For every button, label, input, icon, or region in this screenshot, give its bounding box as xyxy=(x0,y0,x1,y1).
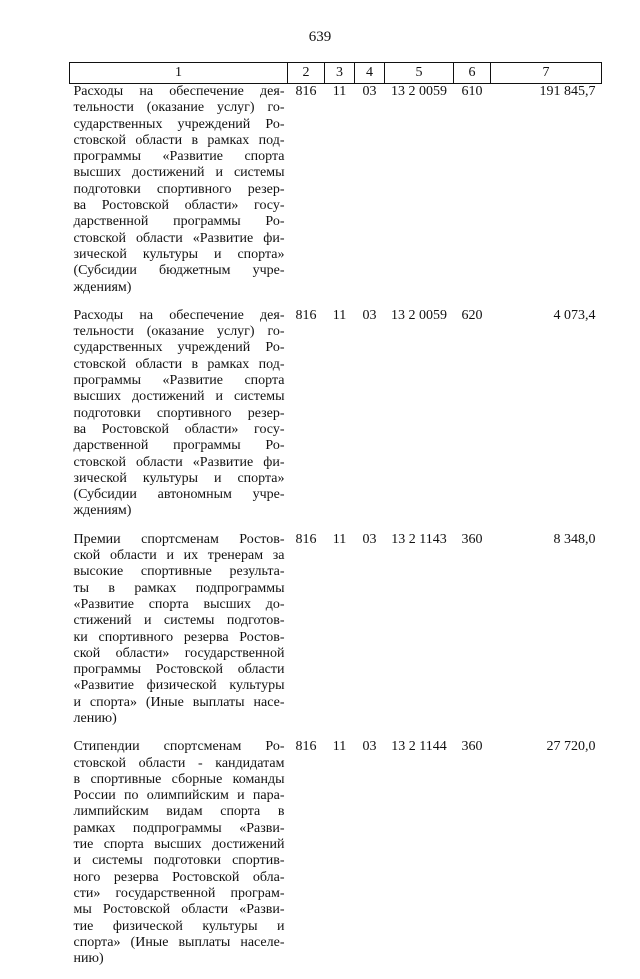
row-ministry-code: 816 xyxy=(288,532,325,740)
budget-table xyxy=(69,62,602,979)
description-line: нию) xyxy=(74,951,285,967)
description-line: ской области» государственной xyxy=(74,646,285,662)
description-line: «Развитие спорта высших до- xyxy=(74,597,285,613)
description-line: высокие спортивные результа- xyxy=(74,564,285,580)
row-target-article-code: 13 2 0059 xyxy=(385,84,454,308)
column-header-1: 1 xyxy=(70,63,288,84)
row-expense-type-code: 360 xyxy=(454,739,491,979)
row-subsection-code: 03 xyxy=(355,84,385,308)
column-header-4: 4 xyxy=(355,63,385,84)
description-line: и спорта» (Иные выплаты насе- xyxy=(74,695,285,711)
description-line: (Субсидии автономным учре- xyxy=(74,487,285,503)
description-line: стовской области «Развитие фи- xyxy=(74,231,285,247)
row-subsection-code: 03 xyxy=(355,532,385,740)
description-line: подготовки спортивного резер- xyxy=(74,406,285,422)
description-line: рамках подпрограммы «Разви- xyxy=(74,821,285,837)
row-description xyxy=(70,739,288,979)
description-line: стижений и системы подготов- xyxy=(74,613,285,629)
row-expense-type-code: 360 xyxy=(454,532,491,740)
table-row xyxy=(70,532,602,740)
description-line: России по олимпийским и пара- xyxy=(74,788,285,804)
page-number: 639 xyxy=(0,28,640,46)
row-section-code: 11 xyxy=(325,308,355,532)
row-subsection-code: 03 xyxy=(355,308,385,532)
description-line: тие спорта высших достижений xyxy=(74,837,285,853)
description-line: сти» государственной програм- xyxy=(74,886,285,902)
row-expense-type-code: 620 xyxy=(454,308,491,532)
description-line: ва Ростовской области» госу- xyxy=(74,422,285,438)
description-line: дарственной программы Ро- xyxy=(74,438,285,454)
row-amount: 4 073,4 xyxy=(491,308,602,532)
description-line: (Субсидии бюджетным учре- xyxy=(74,263,285,279)
row-target-article-code: 13 2 0059 xyxy=(385,308,454,532)
row-expense-type-code: 610 xyxy=(454,84,491,308)
column-header-7: 7 xyxy=(491,63,602,84)
description-line: стовской области в рамках под- xyxy=(74,357,285,373)
description-line: тельности (оказание услуг) го- xyxy=(74,100,285,116)
description-line: ждениям) xyxy=(74,503,285,519)
description-line: тие физической культуры и xyxy=(74,919,285,935)
description-line: зической культуры и спорта» xyxy=(74,247,285,263)
description-line: лимпийским видам спорта в xyxy=(74,804,285,820)
description-line: программы Ростовской области xyxy=(74,662,285,678)
description-line: в спортивные сборные команды xyxy=(74,772,285,788)
description-line: и системы подготовки спортив- xyxy=(74,853,285,869)
description-line: программы «Развитие спорта xyxy=(74,373,285,389)
description-line: ты в рамках подпрограммы xyxy=(74,581,285,597)
row-target-article-code: 13 2 1143 xyxy=(385,532,454,740)
row-description xyxy=(70,84,288,308)
row-ministry-code: 816 xyxy=(288,739,325,979)
description-line: высших достижений и системы xyxy=(74,389,285,405)
description-line: Расходы на обеспечение дея- xyxy=(74,84,285,100)
row-amount: 191 845,7 xyxy=(491,84,602,308)
description-line: программы «Развитие спорта xyxy=(74,149,285,165)
row-target-article-code: 13 2 1144 xyxy=(385,739,454,979)
description-line: мы Ростовской области «Разви- xyxy=(74,902,285,918)
description-line: ного резерва Ростовской обла- xyxy=(74,870,285,886)
description-line: стовской области «Развитие фи- xyxy=(74,455,285,471)
description-line: Расходы на обеспечение дея- xyxy=(74,308,285,324)
column-header-6: 6 xyxy=(454,63,491,84)
description-line: подготовки спортивного резер- xyxy=(74,182,285,198)
row-description xyxy=(70,532,288,740)
description-line: высших достижений и системы xyxy=(74,165,285,181)
description-line: дарственной программы Ро- xyxy=(74,214,285,230)
row-section-code: 11 xyxy=(325,739,355,979)
description-line: спорта» (Иные выплаты населе- xyxy=(74,935,285,951)
description-line: стовской области в рамках под- xyxy=(74,133,285,149)
description-line: стовской области - кандидатам xyxy=(74,756,285,772)
row-amount: 8 348,0 xyxy=(491,532,602,740)
row-description xyxy=(70,308,288,532)
description-line: ки спортивного резерва Ростов- xyxy=(74,630,285,646)
table-body xyxy=(70,84,602,979)
description-line: зической культуры и спорта» xyxy=(74,471,285,487)
row-subsection-code: 03 xyxy=(355,739,385,979)
table-row xyxy=(70,84,602,308)
table-header-row xyxy=(70,63,602,84)
column-header-2: 2 xyxy=(288,63,325,84)
description-line: сударственных учреждений Ро- xyxy=(74,340,285,356)
row-ministry-code: 816 xyxy=(288,84,325,308)
table-row xyxy=(70,308,602,532)
row-ministry-code: 816 xyxy=(288,308,325,532)
description-line: тельности (оказание услуг) го- xyxy=(74,324,285,340)
description-line: сударственных учреждений Ро- xyxy=(74,117,285,133)
description-line: ждениям) xyxy=(74,280,285,296)
column-header-3: 3 xyxy=(325,63,355,84)
description-line: Стипендии спортсменам Ро- xyxy=(74,739,285,755)
row-amount: 27 720,0 xyxy=(491,739,602,979)
row-section-code: 11 xyxy=(325,532,355,740)
description-line: «Развитие физической культуры xyxy=(74,678,285,694)
description-line: ва Ростовской области» госу- xyxy=(74,198,285,214)
row-section-code: 11 xyxy=(325,84,355,308)
column-header-5: 5 xyxy=(385,63,454,84)
table-row xyxy=(70,739,602,979)
description-line: ской области и их тренерам за xyxy=(74,548,285,564)
description-line: лению) xyxy=(74,711,285,727)
description-line: Премии спортсменам Ростов- xyxy=(74,532,285,548)
